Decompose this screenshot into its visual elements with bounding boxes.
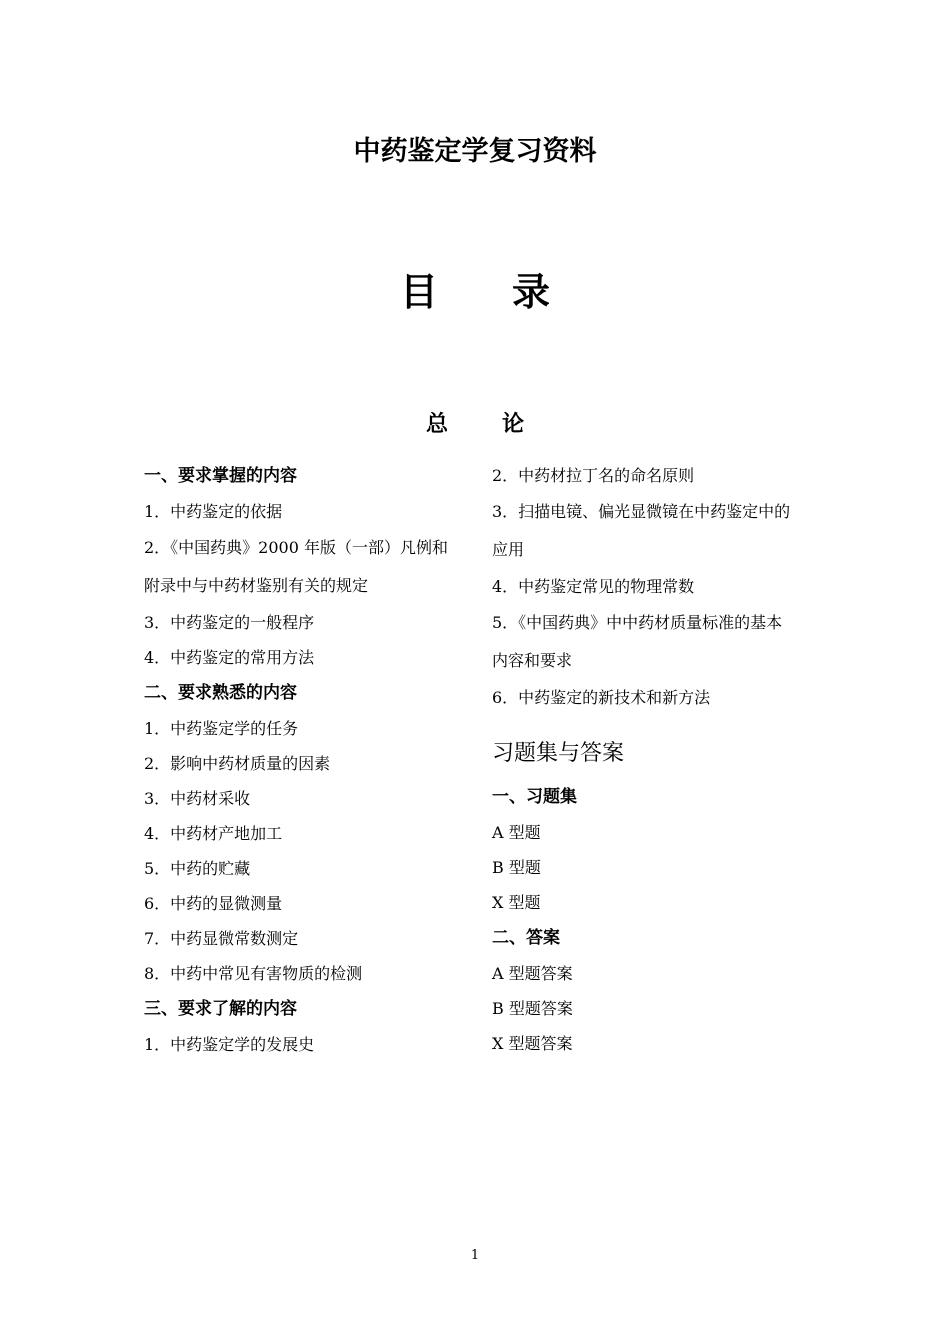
toc-entry: 1．中药鉴定学的发展史: [144, 1035, 315, 1054]
toc-entry: B 型题答案: [492, 999, 573, 1018]
toc-entry: 1．中药鉴定的依据: [144, 502, 283, 521]
toc-heading: 一、习题集: [492, 787, 577, 807]
toc-title: 目 录: [399, 270, 568, 314]
page-number: 1: [470, 1248, 480, 1263]
toc-entry: 5．《中国药典》中中药材质量标准的基本: [492, 613, 783, 632]
toc-entry: A 型题答案: [492, 964, 573, 983]
toc-entry: 4．中药鉴定常见的物理常数: [492, 577, 695, 596]
toc-entry: 6．中药的显微测量: [144, 894, 283, 913]
toc-entry: 2．中药材拉丁名的命名原则: [492, 466, 695, 485]
toc-entry: 5．中药的贮藏: [144, 859, 251, 878]
toc-major-heading: 习题集与答案: [492, 741, 625, 766]
toc-entry: 7．中药显微常数测定: [144, 929, 299, 948]
toc-heading: 一、要求掌握的内容: [144, 466, 297, 486]
toc-entry: 4．中药材产地加工: [144, 824, 283, 843]
toc-entry: 4．中药鉴定的常用方法: [144, 648, 315, 667]
toc-heading: 二、要求熟悉的内容: [144, 683, 297, 703]
document-title: 中药鉴定学复习资料: [353, 136, 597, 167]
toc-entry: 6．中药鉴定的新技术和新方法: [492, 688, 711, 707]
toc-entry: 3．中药材采收: [144, 789, 251, 808]
toc-entry-continued: 内容和要求: [492, 651, 573, 670]
toc-entry: X 型题答案: [492, 1034, 573, 1053]
toc-entry: 3．中药鉴定的一般程序: [144, 613, 315, 632]
toc-entry: 3．扫描电镜、偏光显微镜在中药鉴定中的: [492, 502, 791, 521]
section-title-general: 总 论: [425, 412, 540, 437]
toc-entry: 8．中药中常见有害物质的检测: [144, 964, 363, 983]
toc-entry: A 型题: [492, 823, 541, 842]
toc-left-column: [144, 458, 466, 1062]
toc-heading: 二、答案: [492, 928, 560, 948]
toc-entry-continued: 附录中与中药材鉴别有关的规定: [144, 576, 369, 595]
toc-heading: 三、要求了解的内容: [144, 999, 297, 1019]
toc-entry: 2．《中国药典》2000 年版（一部）凡例和: [144, 538, 448, 557]
toc-entry-continued: 应用: [492, 540, 525, 559]
toc-entry: 1．中药鉴定学的任务: [144, 719, 299, 738]
toc-right-column: [492, 458, 814, 1061]
toc-entry: B 型题: [492, 858, 541, 877]
toc-entry: X 型题: [492, 893, 541, 912]
toc-entry: 2．影响中药材质量的因素: [144, 754, 331, 773]
